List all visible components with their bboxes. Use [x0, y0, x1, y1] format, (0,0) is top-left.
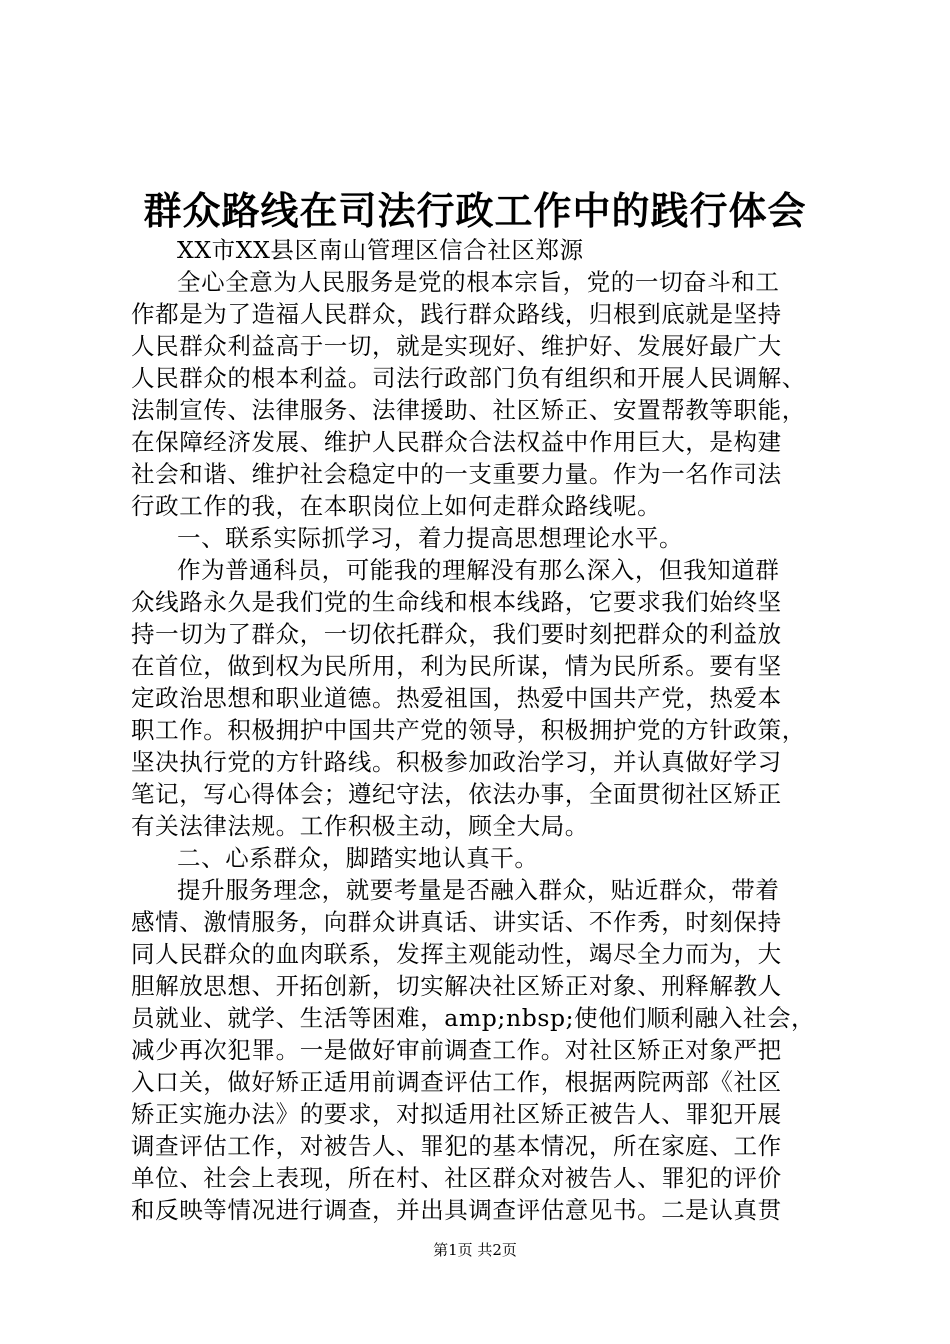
paragraph-line: 坚决执行党的方针路线。积极参加政治学习，并认真做好学习 — [131, 748, 782, 776]
paragraph-line: 矫正实施办法》的要求，对拟适用社区矫正被告人、罪犯开展 — [131, 1100, 782, 1128]
paragraph-line: 员就业、就学、生活等困难，amp;nbsp;使他们顺利融入社会， — [131, 1004, 816, 1032]
paragraph-line: 人民群众利益高于一切，就是实现好、维护好、发展好最广大 — [131, 332, 782, 360]
paragraph-line: 作都是为了造福人民群众，践行群众路线，归根到底就是坚持 — [131, 300, 782, 328]
paragraph-line: 入口关，做好矫正适用前调查评估工作，根据两院两部《社区 — [131, 1068, 782, 1096]
paragraph-line: 同人民群众的血肉联系，发挥主观能动性，竭尽全力而为，大 — [131, 940, 782, 968]
paragraph-line: 职工作。积极拥护中国共产党的领导，积极拥护党的方针政策， — [131, 716, 806, 744]
paragraph-line: 单位、社会上表现，所在村、社区群众对被告人、罪犯的评价 — [131, 1164, 782, 1192]
paragraph-line: 全心全意为人民服务是党的根本宗旨，党的一切奋斗和工 — [177, 268, 780, 296]
document-body — [131, 234, 831, 1226]
paragraph-line: 行政工作的我，在本职岗位上如何走群众路线呢。 — [131, 492, 662, 520]
paragraph-line: 人民群众的根本利益。司法行政部门负有组织和开展人民调解、 — [131, 364, 806, 392]
section-heading: 二、心系群众，脚踏实地认真干。 — [177, 844, 539, 872]
paragraph-line: 法制宣传、法律服务、法律援助、社区矫正、安置帮教等职能， — [131, 396, 806, 424]
paragraph-line: 持一切为了群众，一切依托群众，我们要时刻把群众的利益放 — [131, 620, 782, 648]
paragraph-line: 胆解放思想、开拓创新，切实解决社区矫正对象、刑释解教人 — [131, 972, 782, 1000]
paragraph-line: 众线路永久是我们党的生命线和根本线路，它要求我们始终坚 — [131, 588, 782, 616]
paragraph-line: 笔记，写心得体会；遵纪守法，依法办事，全面贯彻社区矫正 — [131, 780, 782, 808]
section-heading: 一、联系实际抓学习，着力提高思想理论水平。 — [177, 524, 684, 552]
paragraph-line: 社会和谐、维护社会稳定中的一支重要力量。作为一名作司法 — [131, 460, 782, 488]
paragraph-line: 在保障经济发展、维护人民群众合法权益中作用巨大，是构建 — [131, 428, 782, 456]
paragraph-line: 在首位，做到权为民所用，利为民所谋，情为民所系。要有坚 — [131, 652, 782, 680]
document-title: 群众路线在司法行政工作中的践行体会 — [143, 188, 807, 233]
paragraph-line: 感情、激情服务，向群众讲真话、讲实话、不作秀，时刻保持 — [131, 908, 782, 936]
paragraph-line: 和反映等情况进行调查，并出具调查评估意见书。二是认真贯 — [131, 1196, 782, 1224]
paragraph-line: 定政治思想和职业道德。热爱祖国，热爱中国共产党，热爱本 — [131, 684, 782, 712]
paragraph-line: 作为普通科员，可能我的理解没有那么深入，但我知道群 — [177, 556, 780, 584]
page-number-footer: 第1页 共2页 — [433, 1241, 517, 1259]
author-line: XX市XX县区南山管理区信合社区郑源 — [177, 236, 584, 264]
paragraph-line: 有关法律法规。工作积极主动，顾全大局。 — [131, 812, 589, 840]
paragraph-line: 提升服务理念，就要考量是否融入群众，贴近群众，带着 — [177, 876, 780, 904]
paragraph-line: 调查评估工作，对被告人、罪犯的基本情况，所在家庭、工作 — [131, 1132, 782, 1160]
paragraph-line: 减少再次犯罪。一是做好审前调查工作。对社区矫正对象严把 — [131, 1036, 782, 1064]
